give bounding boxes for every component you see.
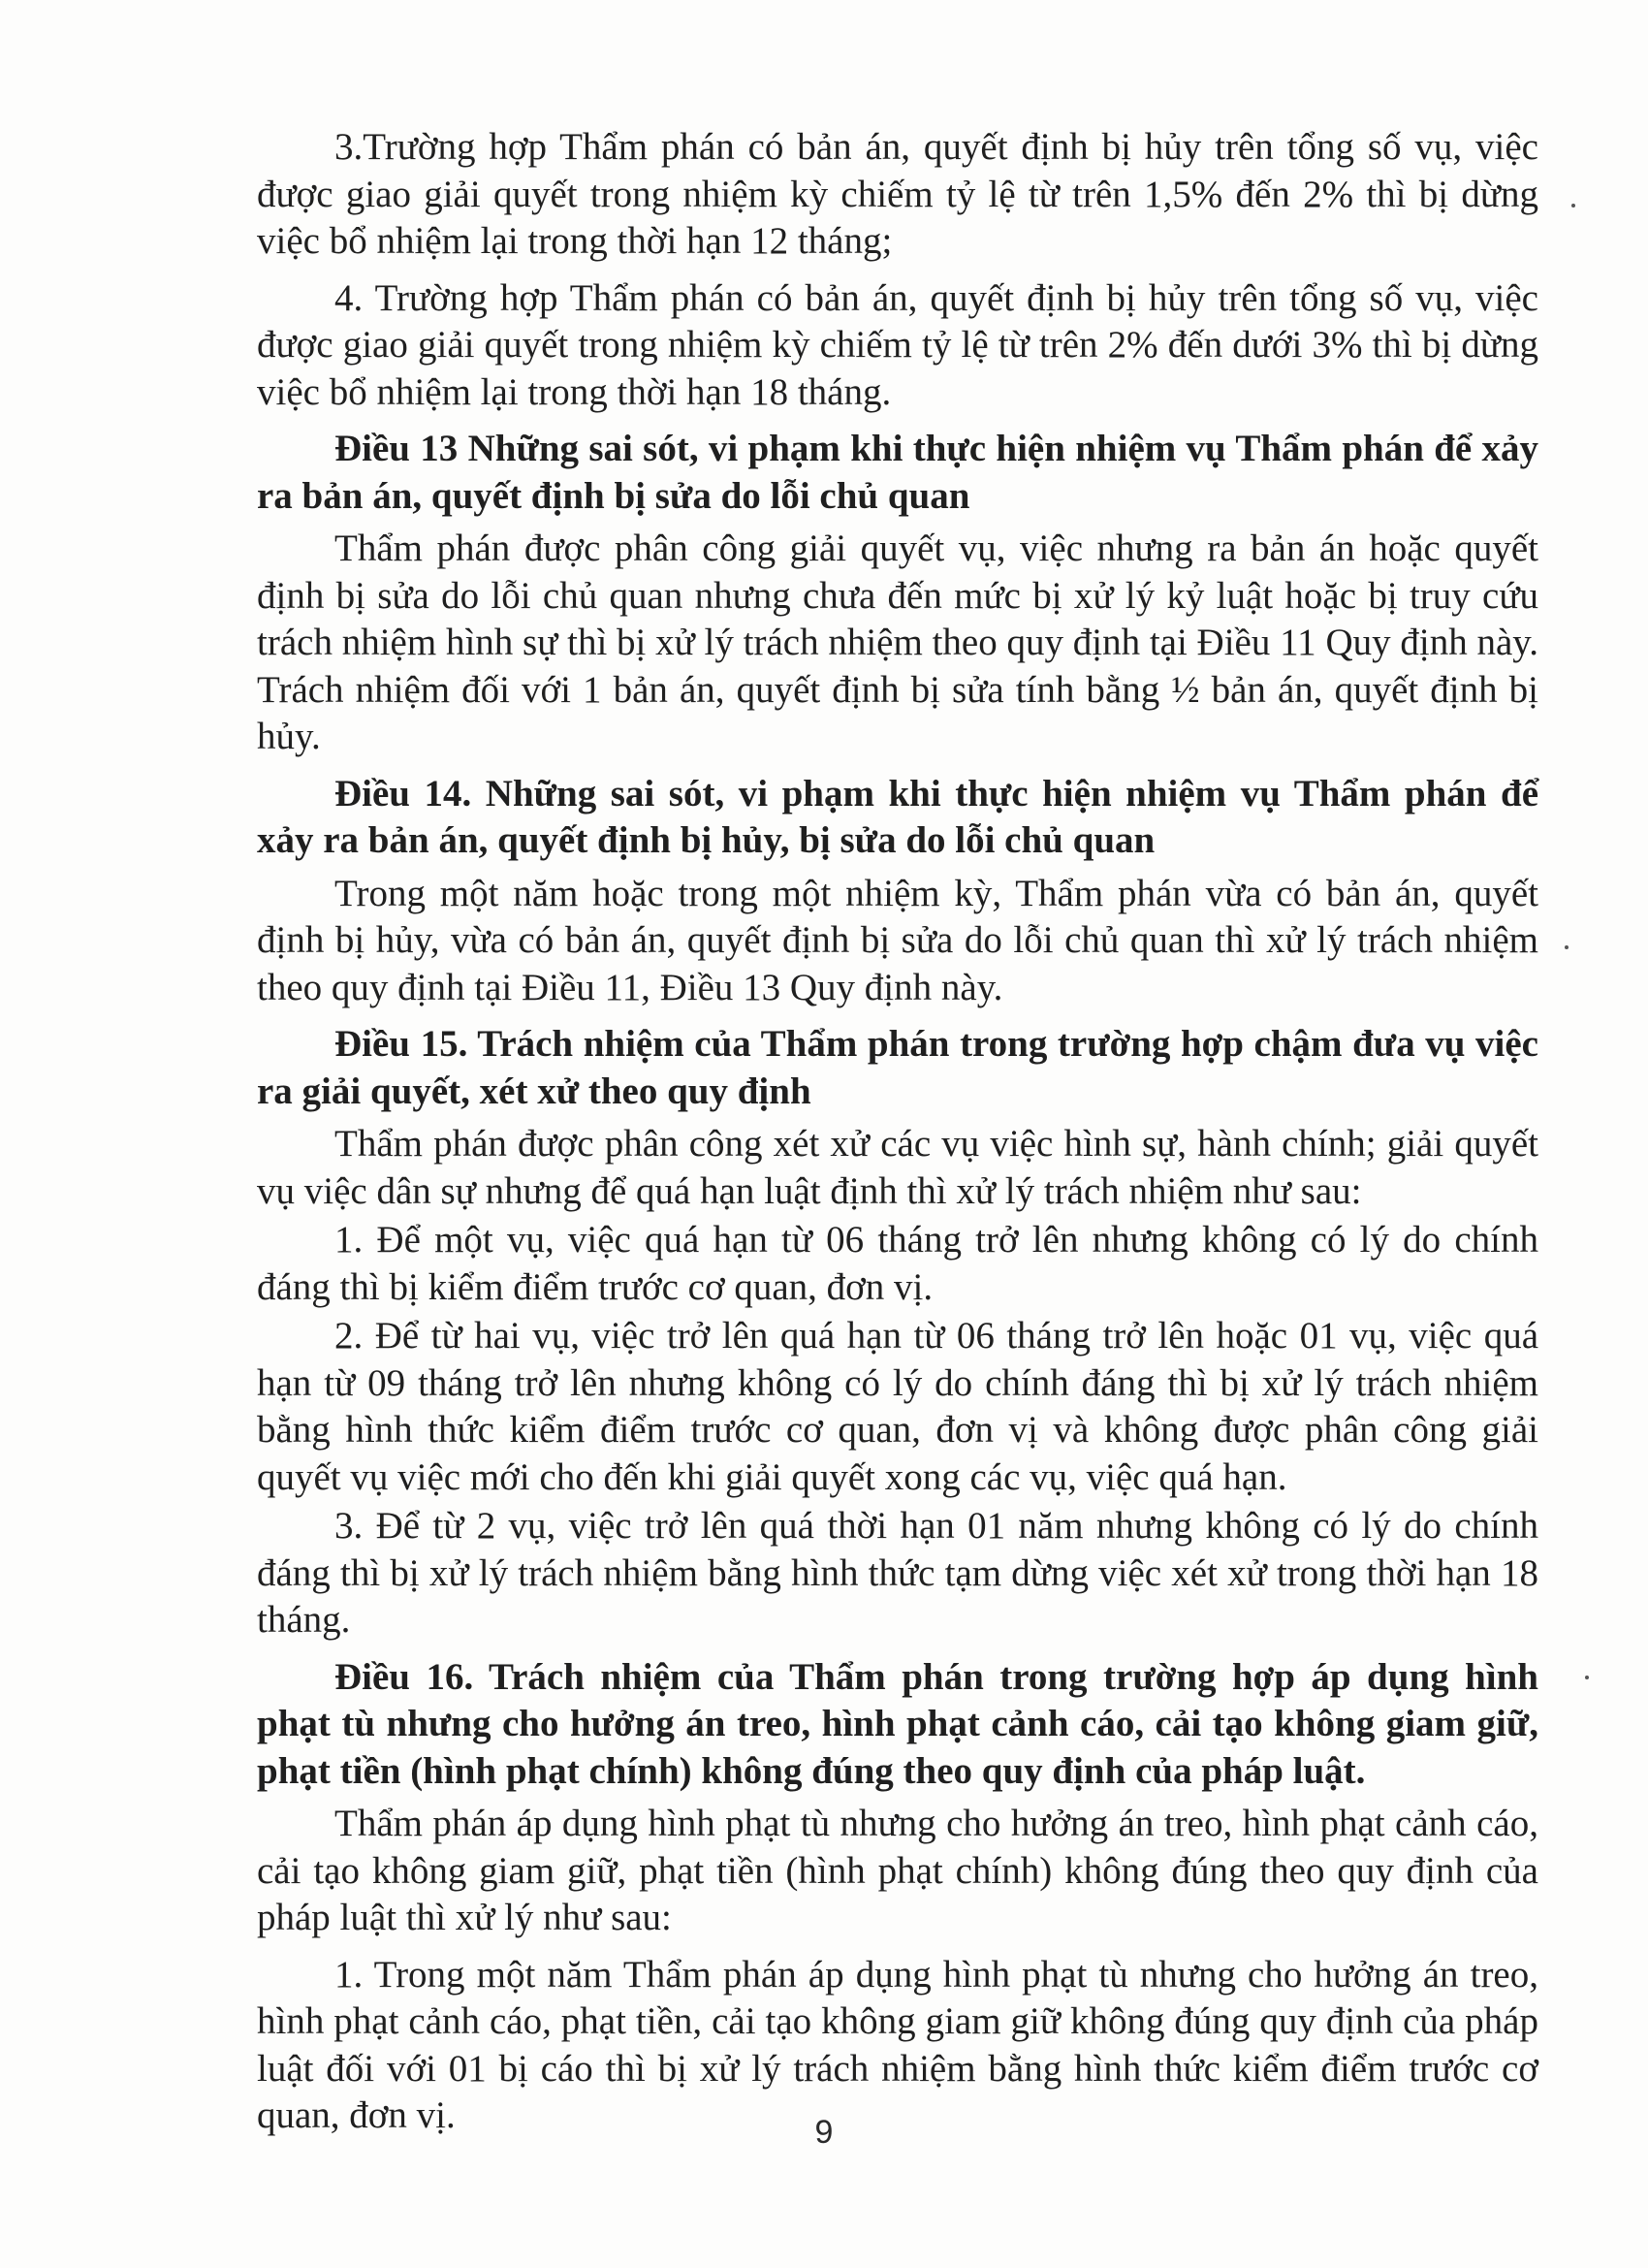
article-13-heading: Điều 13 Những sai sót, vi phạm khi thực hiện nhiệm vụ Thẩm phán để xảy ra bản án, quyết định bị sửa do lỗi chủ quan bbox=[257, 428, 1538, 517]
scan-speck bbox=[1571, 204, 1575, 208]
article-16-item-1: 1. Trong một năm Thẩm phán áp dụng hình phạt tù nhưng cho hưởng án treo, hình phạt cảnh cáo, phạt tiền, cải tạo không giam giữ không đúng quy định của pháp luật đối với 01 bị cáo thì bị xử lý trách nhiệm bằng hình thức kiểm điểm trước cơ quan, đơn vị. bbox=[257, 1953, 1538, 2136]
page-number: 9 bbox=[814, 2114, 834, 2151]
paragraph-clause-3: 3.Trường hợp Thẩm phán có bản án, quyết định bị hủy trên tổng số vụ, việc được giao giải quyết trong nhiệm kỳ chiếm tỷ lệ từ trên 1,5% đến 2% thì bị dừng việc bổ nhiệm lại trong thời hạn 12 tháng; bbox=[257, 126, 1538, 262]
paragraph-clause-4: 4. Trường hợp Thẩm phán có bản án, quyết định bị hủy trên tổng số vụ, việc được giao giải quyết trong nhiệm kỳ chiếm tỷ lệ từ trên 2% đến dưới 3% thì bị dừng việc bổ nhiệm lại trong thời hạn 18 tháng. bbox=[257, 276, 1538, 413]
article-15-heading: Điều 15. Trách nhiệm của Thẩm phán trong trường hợp chậm đưa vụ việc ra giải quyết, xét xử theo quy định bbox=[257, 1023, 1538, 1112]
article-15-intro: Thẩm phán được phân công xét xử các vụ việc hình sự, hành chính; giải quyết vụ việc dân sự nhưng để quá hạn luật định thì xử lý trách nhiệm như sau: bbox=[257, 1123, 1538, 1212]
scan-speck bbox=[1585, 1676, 1589, 1679]
article-15-item-3: 3. Để từ 2 vụ, việc trở lên quá thời hạn 01 năm nhưng không có lý do chính đáng thì bị xử lý trách nhiệm bằng hình thức tạm dừng việc xét xử trong thời hạn 18 tháng. bbox=[257, 1505, 1538, 1641]
article-13-body: Thẩm phán được phân công giải quyết vụ, việc nhưng ra bản án hoặc quyết định bị sửa do lỗi chủ quan nhưng chưa đến mức bị xử lý kỷ luật hoặc bị truy cứu trách nhiệm hình sự thì bị xử lý trách nhiệm theo quy định tại Điều 11 Quy định này. Trách nhiệm đối với 1 bản án, quyết định bị sửa tính bằng ½ bản án, quyết định bị hủy. bbox=[257, 527, 1538, 757]
article-16-heading: Điều 16. Trách nhiệm của Thẩm phán trong trường hợp áp dụng hình phạt tù nhưng cho hưởng án treo, hình phạt cảnh cáo, cải tạo không giam giữ, phạt tiền (hình phạt chính) không đúng theo quy định của pháp luật. bbox=[257, 1655, 1538, 1792]
article-15-item-2: 2. Để từ hai vụ, việc trở lên quá hạn từ 06 tháng trở lên hoặc 01 vụ, việc quá hạn từ 09 tháng trở lên nhưng không có lý do chính đáng thì bị xử lý trách nhiệm bằng hình thức kiểm điểm trước cơ quan, đơn vị và không được phân công giải quyết vụ việc mới cho đến khi giải quyết xong các vụ, việc quá hạn. bbox=[257, 1315, 1538, 1498]
document-body bbox=[257, 124, 1538, 2150]
article-16-intro: Thẩm phán áp dụng hình phạt tù nhưng cho hưởng án treo, hình phạt cảnh cáo, cải tạo không giam giữ, phạt tiền (hình phạt chính) không đúng theo quy định của pháp luật thì xử lý như sau: bbox=[257, 1803, 1538, 1938]
article-15-item-1: 1. Để một vụ, việc quá hạn từ 06 tháng trở lên nhưng không có lý do chính đáng thì bị kiểm điểm trước cơ quan, đơn vị. bbox=[257, 1219, 1538, 1308]
article-14-body: Trong một năm hoặc trong một nhiệm kỳ, Thẩm phán vừa có bản án, quyết định bị hủy, vừa có bản án, quyết định bị sửa do lỗi chủ quan thì xử lý trách nhiệm theo quy định tại Điều 11, Điều 13 Quy định này. bbox=[257, 872, 1538, 1008]
scan-speck bbox=[1565, 945, 1569, 949]
article-14-heading: Điều 14. Những sai sót, vi phạm khi thực hiện nhiệm vụ Thẩm phán để xảy ra bản án, quyết định bị hủy, bị sửa do lỗi chủ quan bbox=[257, 772, 1538, 861]
